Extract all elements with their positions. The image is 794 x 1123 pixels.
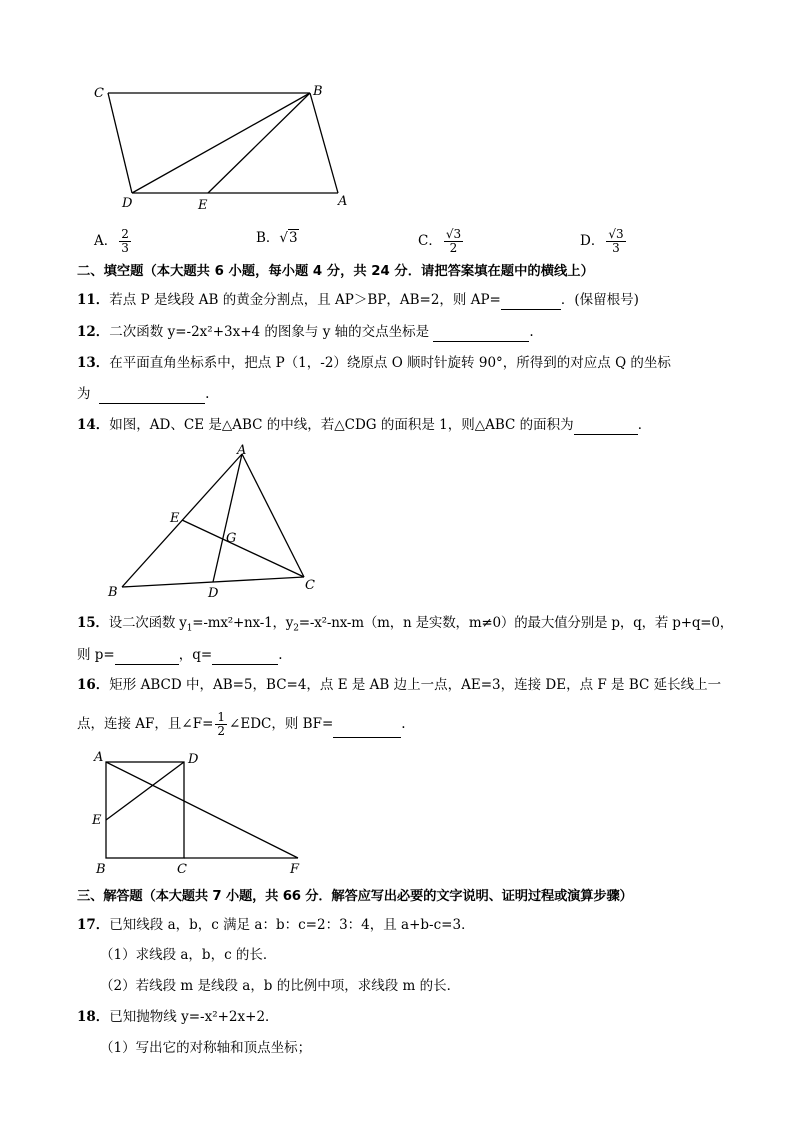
point-c-label: C — [177, 862, 187, 877]
option-c-fraction: $\frac{√3}{2}$ — [445, 227, 462, 255]
segment-eb — [208, 93, 310, 193]
segment-db — [132, 93, 310, 193]
segment-ca — [242, 454, 304, 577]
section3-heading: 三、解答题（本大题共 7 小题，共 66 分．解答应写出必要的文字说明、证明过程或演算步骤） — [77, 889, 633, 904]
option-c-prefix: C． — [418, 233, 442, 249]
point-c-label: C — [305, 578, 315, 593]
segment-ce — [182, 520, 304, 577]
q16-answer-blank[interactable] — [333, 723, 401, 738]
option-d[interactable] — [580, 228, 628, 255]
option-c[interactable] — [418, 228, 465, 255]
point-e-label: E — [198, 198, 208, 213]
q16-half-fraction: $\frac{1}{2}$ — [217, 710, 226, 738]
q14-answer-blank[interactable] — [574, 420, 638, 435]
question-17-part1: （1）求线段 a，b，c 的长． — [100, 947, 277, 963]
option-d-fraction: $\frac{√3}{3}$ — [608, 227, 624, 255]
rectangle-abcd — [106, 762, 184, 858]
question-17-part2: （2）若线段 m 是线段 a，b 的比例中项，求线段 m 的长． — [100, 978, 461, 994]
point-d-label: D — [208, 586, 219, 601]
q15-p-blank[interactable] — [115, 650, 179, 665]
point-a-label: A — [338, 194, 348, 209]
question-15-line2: 则 p= ，q= . — [77, 647, 283, 663]
segment-af — [106, 762, 298, 858]
question-16-line2: 点，连接 AF，且∠F= $\frac{1}{2}$ ∠EDC，则 BF= . — [77, 710, 406, 738]
option-b-prefix: B． — [256, 230, 280, 246]
question-14: 14．如图，AD、CE 是△ABC 的中线，若△CDG 的面积是 1，则△ABC 的面积为 ． — [77, 417, 652, 433]
question-13-line2: 为 . — [77, 386, 210, 402]
point-g-label: G — [226, 531, 237, 546]
question-18-part1: （1）写出它的对称轴和顶点坐标； — [100, 1040, 312, 1056]
point-d-label: D — [122, 196, 133, 211]
question-18: 18．已知抛物线 y=-x²+2x+2． — [77, 1009, 279, 1025]
point-b-label: B — [108, 585, 118, 600]
triangle-figure — [104, 442, 324, 602]
option-a[interactable] — [94, 228, 133, 255]
point-e-label: E — [92, 813, 102, 828]
point-c-label: C — [94, 86, 104, 101]
section2-heading: 二、填空题（本大题共 6 小题，每小题 4 分，共 24 分．请把答案填在题中的横线上） — [77, 264, 594, 279]
question-15: 15．设二次函数 $y_1=-mx^2+nx-1$，$y_2=-x^2-nx-m(m$，n 是实数，m≠0）的最大值分别是 p，q，若 p+q=0， — [77, 615, 734, 634]
question-16: 16．矩形 ABCD 中，AB=5，BC=4，点 E 是 AB 边上一点，AE=3，连接 DE，点 F 是 BC 延长线上一 — [77, 677, 722, 693]
q11-answer-blank[interactable] — [501, 295, 561, 310]
option-b-sqrt: √3 — [279, 230, 298, 246]
point-d-label: D — [188, 752, 199, 767]
segment-dc — [108, 93, 132, 193]
point-f-label: F — [290, 862, 300, 877]
point-a-label: A — [94, 750, 104, 765]
q15-q-blank[interactable] — [212, 650, 278, 665]
option-a-fraction: $\frac{2}{3}$ — [121, 227, 129, 255]
option-d-prefix: D． — [580, 233, 605, 249]
question-11: 11．若点 P 是线段 AB 的黄金分割点，且 AP＞BP，AB=2，则 AP= ．(保留根号) — [77, 292, 639, 308]
point-b-label: B — [96, 862, 106, 877]
point-e-label: E — [170, 511, 180, 526]
segment-ad — [213, 454, 242, 582]
parallelogram-figure — [90, 80, 360, 215]
q12-answer-blank[interactable] — [433, 327, 529, 342]
point-a-label: A — [237, 443, 247, 458]
point-b-label: B — [313, 84, 323, 99]
question-12: 12．二次函数 y=-2x²+3x+4 的图象与 y 轴的交点坐标是 . — [77, 324, 534, 340]
option-b[interactable] — [256, 228, 299, 248]
q13-answer-blank[interactable] — [99, 389, 205, 404]
segment-ba — [310, 93, 338, 193]
segment-ed — [106, 762, 184, 820]
option-a-prefix: A． — [94, 233, 118, 249]
question-13: 13．在平面直角坐标系中，把点 P（1，-2）绕原点 O 顺时针旋转 90°，所得到的对应点 Q 的坐标 — [77, 355, 671, 371]
question-17: 17．已知线段 a，b，c 满足 a：b：c=2：3：4，且 a+b-c=3． — [77, 917, 475, 933]
rectangle-figure — [88, 748, 308, 878]
